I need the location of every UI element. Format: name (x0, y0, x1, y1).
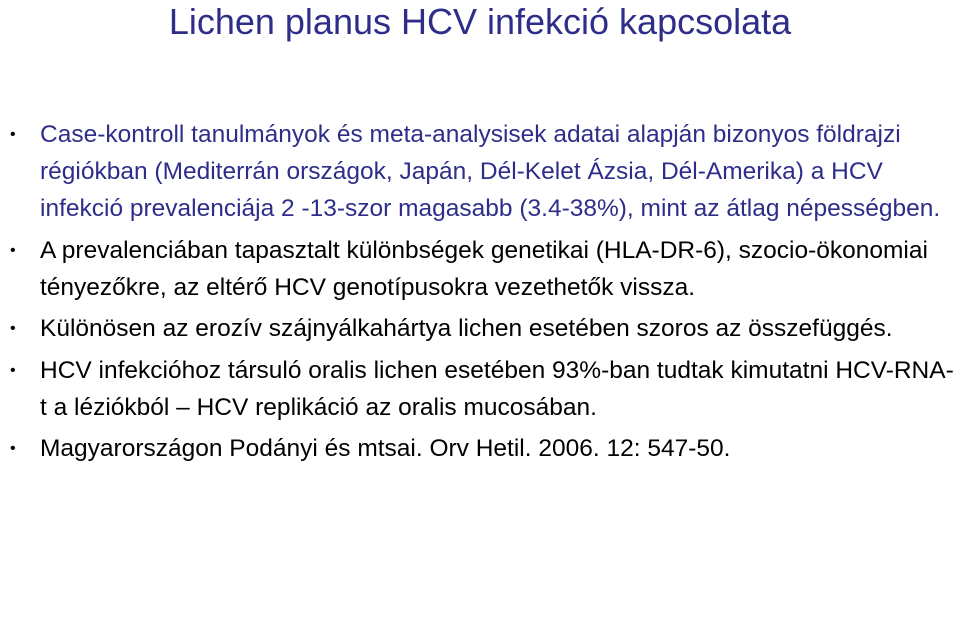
bullet-text-2: A prevalenciában tapasztalt különbségek genetikai (HLA-DR-6), szocio-ökonomiai tényezőkre, az eltérő HCV genotípusokra vezethetők vissza. (40, 236, 928, 301)
bullet-dot-icon: • (10, 361, 16, 379)
bullet-item-4 (0, 352, 960, 426)
bullet-text-1: Case-kontroll tanulmányok és meta-analysisek adatai alapján bizonyos földrajzi régiókban (Mediterrán országok, Japán, Dél-Kelet Ázsia, Dél-Amerika) a HCV infekció prevalenciája 2 -13-szor magasabb (3.4-38%), mint az átlag népességben. (40, 121, 941, 222)
bullet-item-1 (0, 116, 960, 227)
bullet-item-2 (0, 232, 960, 306)
slide-title: Lichen planus HCV infekció kapcsolata (168, 1, 792, 42)
bullet-text-4: HCV infekcióhoz társuló oralis lichen esetében 93%-ban tudtak kimutatni HCV-RNA-t a léziókból – HCV replikáció az oralis mucosában. (40, 356, 954, 421)
bullet-dot-icon: • (10, 241, 16, 259)
bullet-text-5: Magyarországon Podányi és mtsai. Orv Hetil. 2006. 12: 547-50. (40, 435, 731, 462)
bullet-item-3 (0, 310, 960, 347)
bullet-text-3: Különösen az erozív szájnyálkahártya lichen esetében szoros az összefüggés. (40, 315, 893, 342)
bullet-dot-icon: • (10, 440, 16, 457)
bullet-item-5 (0, 430, 960, 467)
bullet-list (0, 116, 960, 472)
bullet-dot-icon: • (10, 126, 16, 143)
bullet-dot-icon: • (10, 320, 16, 337)
